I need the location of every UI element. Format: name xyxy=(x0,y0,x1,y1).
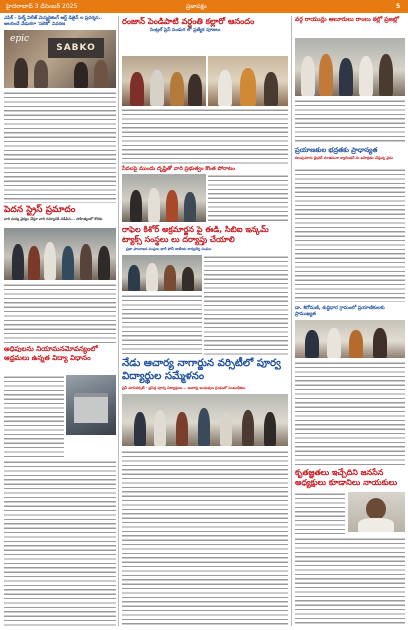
article-body xyxy=(295,99,405,143)
article-headline: కృతజ్ఞతలు ఇచ్చేదిని జనసేన అధ్యక్షులు కూడానిలు నాయకులు xyxy=(295,468,398,487)
article-subheadline: వారి మద్య వైద్యం చేస్తూ వారి గమ్యానికి నడిపిన... సాహిత్యంలో కొరకు xyxy=(4,217,103,221)
article-subheadline: కలుపుమారు డ్రైవర్ నూతనంగా క్యాలెండర్ ను బహిర్గతం చేస్తున్న వైనం xyxy=(295,156,394,160)
article-body xyxy=(295,168,405,302)
article-body xyxy=(295,537,405,626)
event-photo xyxy=(295,38,405,96)
event-photo xyxy=(208,56,288,106)
article-body xyxy=(4,283,116,343)
article-body xyxy=(4,91,116,203)
article-body xyxy=(295,492,345,534)
article-subheadline: ప్రజా ఫాలూజన సంస్థలు భారీ ఫోస్ జాతీయ కార్యదర్శి సంఘం xyxy=(126,247,212,251)
building-photo xyxy=(66,375,116,435)
article-headline: రాఫెల కిశోర్ అక్రమార్జన పై ఈడి, సిబిఐ ఇన్కమ్ ట్యాక్స్ సంస్థలు లు దర్యాప్తు చేయాలి xyxy=(122,225,269,244)
article-headline: డా. శిరోమణి, శుద్దిధార గ్రామంలో ప్రయాణికులకు ప్రాముఖ్యత xyxy=(295,306,385,317)
article-headline: ఎపిక్ - ఫిల్మ్ విలేజ్ మెస్మరైజింగ్ ఆర్ట్ డిజైన్ ల ప్రదర్శన.. ఆలరించే వేడుకగా 'సబెకో' వివరణ xyxy=(4,16,103,27)
page-brand: ప్రజాపక్షం xyxy=(186,3,207,10)
event-photo xyxy=(122,255,202,291)
event-photo xyxy=(4,228,116,280)
article-headline: సేవలపై ముందు దృష్టితో వారి ప్రభుత్వం కొంత పోరాటం xyxy=(122,166,236,172)
event-photo xyxy=(122,174,206,222)
article-body xyxy=(122,294,202,355)
article-subheadline: ప్రెస్ మానివర్సిటీ - ప్రసిద్ధ పూర్వ విద్యార్థులు... ఆచార్య బంధువుల గ్రంథంలో సంబంధీకలు xyxy=(122,386,246,390)
article-headline: పెదన స్ట్రెస్ ప్రమాదం xyxy=(4,205,76,215)
page-header-strip xyxy=(0,0,408,13)
article-headline: వర్గ రాయున్లు ఆలూరులు రాంలు కల్లో ప్రజల్లో xyxy=(295,16,400,23)
sabko-logo: SABKO xyxy=(48,38,104,58)
article-headline: అధిపులను నియామనమోవన్యంలో ఆధ్రమలు ఉన్నత విద్యా విధానం xyxy=(4,345,98,362)
article-body xyxy=(208,174,288,222)
event-photo xyxy=(122,56,206,106)
portrait-photo xyxy=(348,492,405,532)
article-body xyxy=(295,361,405,465)
article-body xyxy=(122,450,288,626)
article-headline: ప్రయాణకుల భద్రతకు ప్రాధాన్యత xyxy=(295,146,378,154)
article-headline: నేడు ఆచార్య నాగార్జున వర్సిటీలో పూర్వ విద్యార్థుల సమ్మేళనం xyxy=(122,358,281,382)
article-body xyxy=(4,460,116,626)
page-number: 5 xyxy=(396,3,401,10)
article-body xyxy=(122,108,288,164)
article-headline: రంజాన్ పెండిపాటి వర్ధంతి కల్లారో ఆనందం xyxy=(122,16,255,26)
article-subheadline: సెంట్రల్ ప్రెస్ పండుగ లో ప్రత్యేక పూజలు xyxy=(150,28,221,33)
photo-caption-epic: epic xyxy=(10,34,30,44)
article-body xyxy=(204,255,288,355)
meeting-photo xyxy=(122,394,288,446)
column-rule xyxy=(291,16,292,626)
column-rule xyxy=(118,16,119,626)
event-photo xyxy=(4,30,116,88)
event-photo xyxy=(295,320,405,358)
article-body xyxy=(4,375,64,457)
page-date: హైదరాబాద్ 3 డిసెంబర్ 2025 xyxy=(6,3,78,10)
